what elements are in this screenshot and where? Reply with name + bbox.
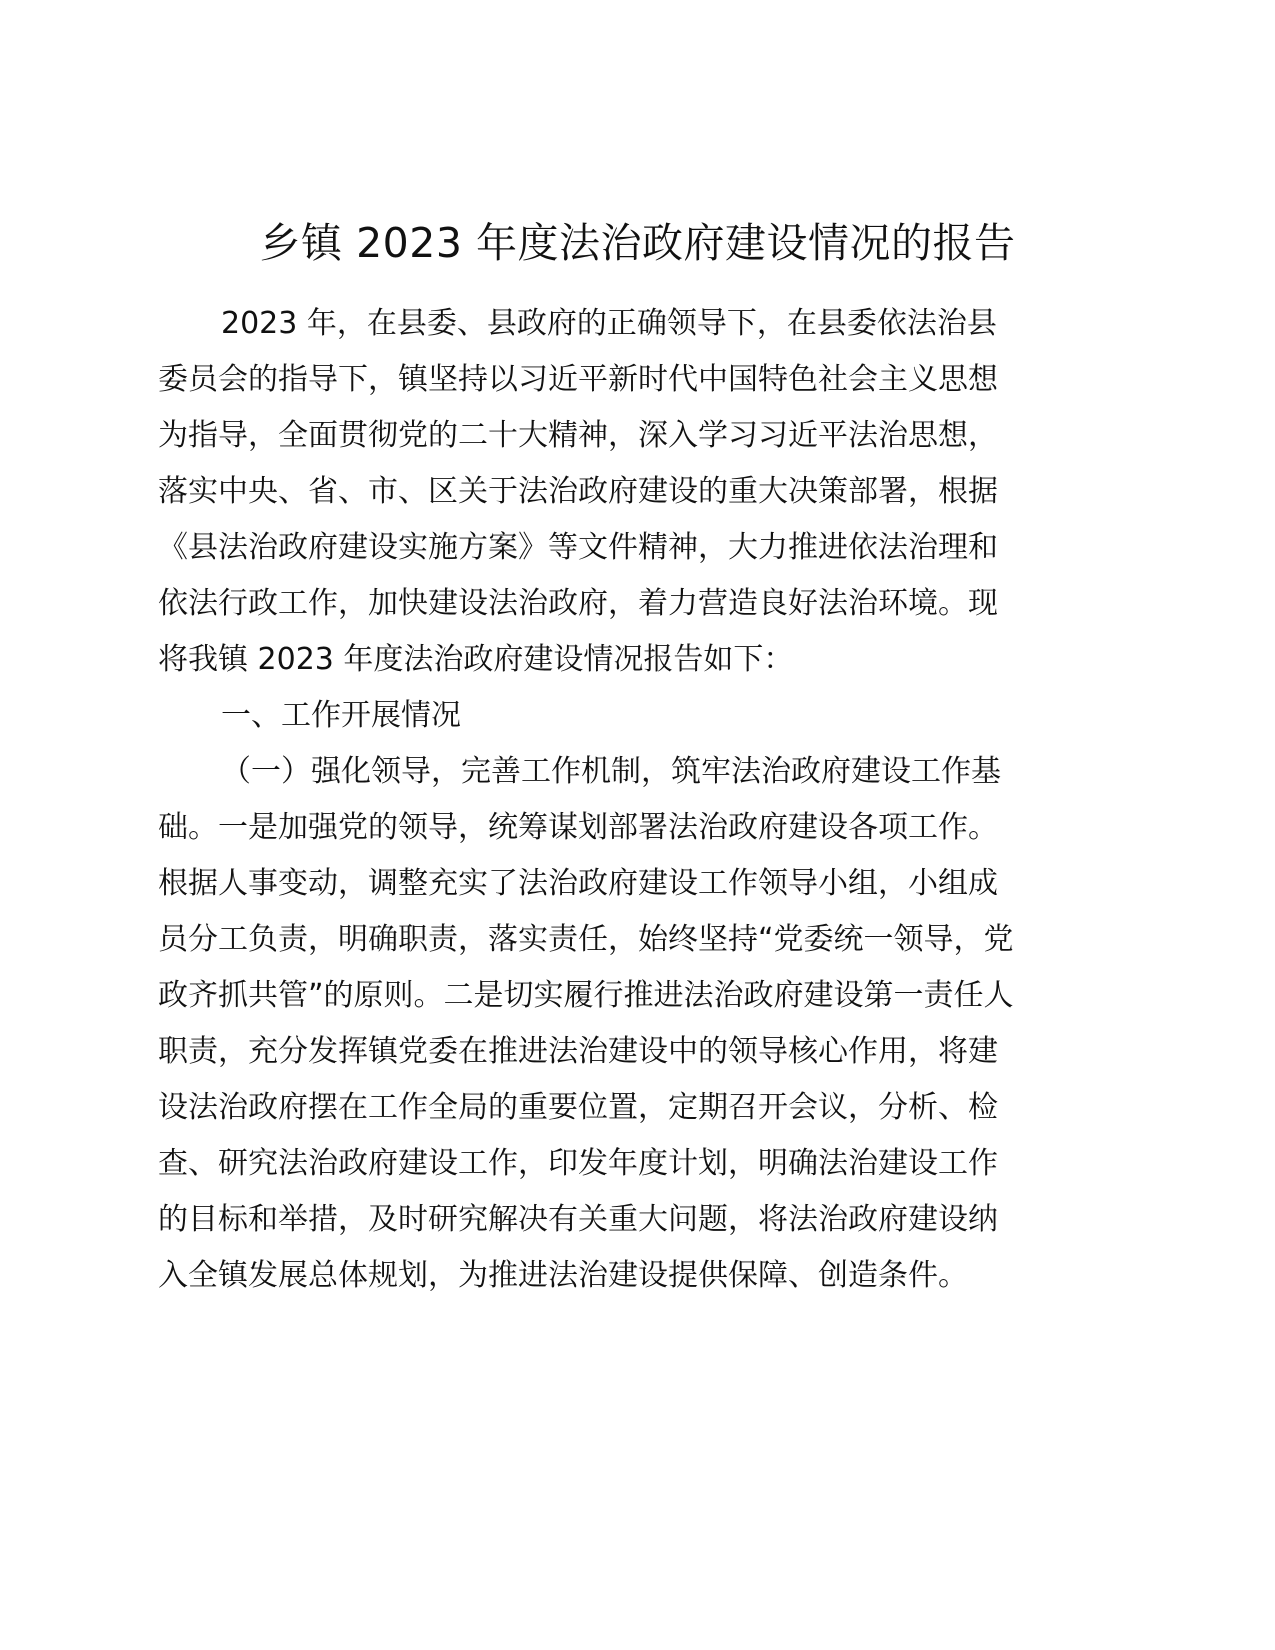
paragraph-line: 员分工负责，明确职责，落实责任，始终坚持“党委统一领导，党 <box>158 922 1014 957</box>
paragraph-line: 职责，充分发挥镇党委在推进法治建设中的领导核心作用，将建 <box>158 1034 998 1069</box>
subsection-line: （一）强化领导，完善工作机制，筑牢法治政府建设工作基 <box>221 754 1001 789</box>
paragraph-line: 依法行政工作，加快建设法治政府，着力营造良好法治环境。现 <box>158 586 998 621</box>
paragraph-line: 的目标和举措，及时研究解决有关重大问题，将法治政府建设纳 <box>158 1202 998 1237</box>
paragraph-line: 政齐抓共管”的原则。二是切实履行推进法治政府建设第一责任人 <box>158 978 1014 1013</box>
document-body <box>158 296 1078 1304</box>
paragraph-line: 为指导，全面贯彻党的二十大精神，深入学习习近平法治思想， <box>158 418 998 453</box>
paragraph-line: 委员会的指导下，镇坚持以习近平新时代中国特色社会主义思想 <box>158 362 998 397</box>
paragraph-line: 础。一是加强党的领导，统筹谋划部署法治政府建设各项工作。 <box>158 810 998 845</box>
paragraph-line: 入全镇发展总体规划，为推进法治建设提供保障、创造条件。 <box>158 1258 968 1293</box>
paragraph-line: 查、研究法治政府建设工作，印发年度计划，明确法治建设工作 <box>158 1146 998 1181</box>
document-title: 乡镇 2023 年度法治政府建设情况的报告 <box>259 219 1016 267</box>
paragraph-line: 落实中央、省、市、区关于法治政府建设的重大决策部署，根据 <box>158 474 998 509</box>
paragraph-line: 将我镇 2023 年度法治政府建设情况报告如下： <box>158 642 794 677</box>
paragraph-line: 2023 年，在县委、县政府的正确领导下，在县委依法治县 <box>221 306 997 341</box>
paragraph-line: 根据人事变动，调整充实了法治政府建设工作领导小组，小组成 <box>158 866 998 901</box>
paragraph-line: 设法治政府摆在工作全局的重要位置，定期召开会议，分析、检 <box>158 1090 998 1125</box>
section-heading: 一、工作开展情况 <box>221 698 461 733</box>
paragraph-line: 《县法治政府建设实施方案》等文件精神，大力推进依法治理和 <box>158 530 998 565</box>
